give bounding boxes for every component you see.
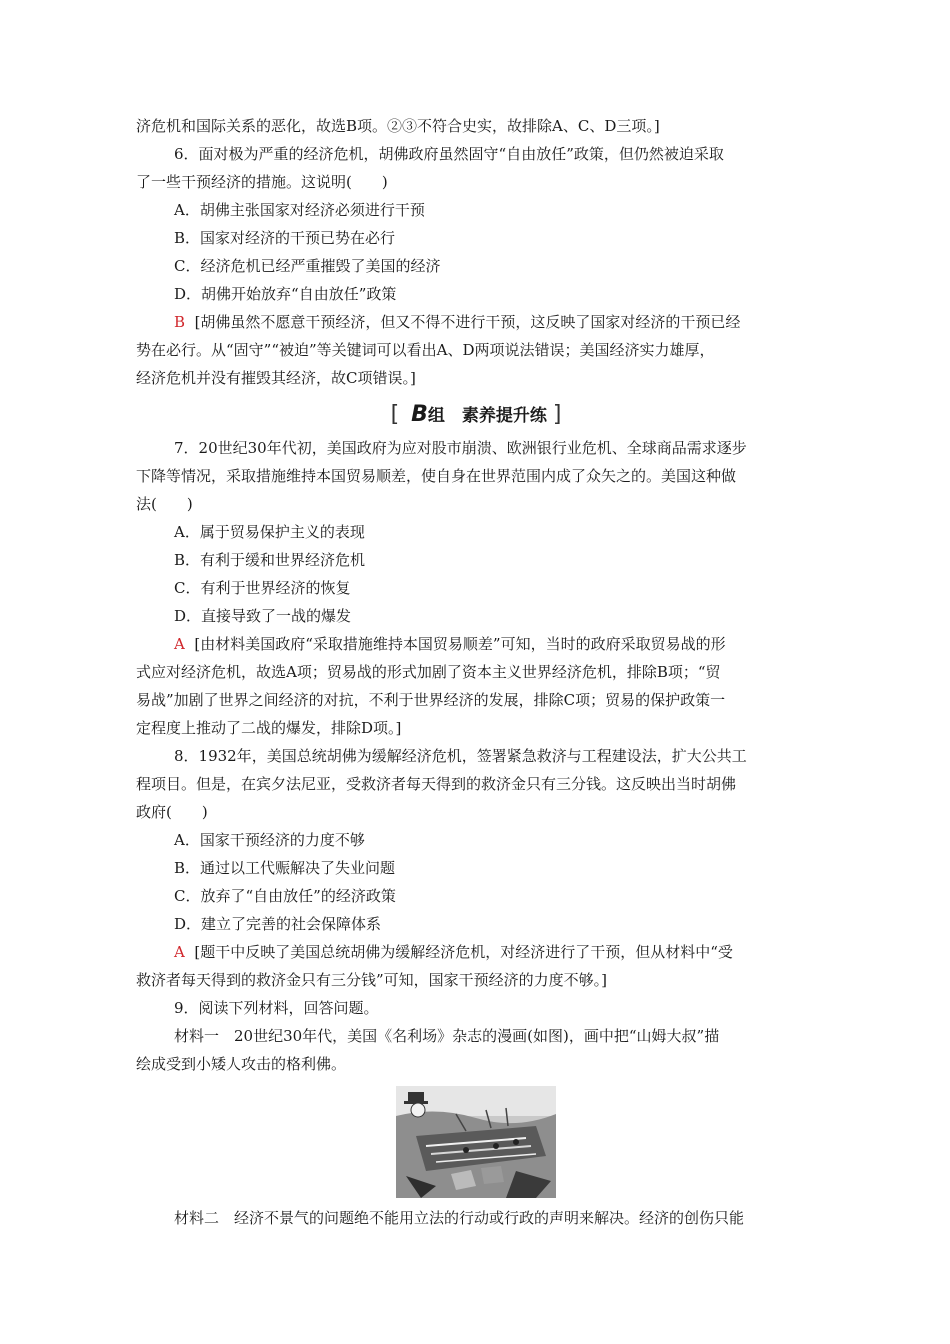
question-8-stem: 程项目。但是，在宾夕法尼亚，受救济者每天得到的救济金只有三分钱。这反映出当时胡佛 [136,775,737,793]
material-two: 材料二 经济不景气的问题绝不能用立法的行动或行政的声明来解决。经济的创伤只能 [174,1209,745,1227]
answer-explanation: 经济危机并没有摧毁其经济，故C项错误。] [136,369,416,387]
answer-explanation: 式应对经济危机，故选A项；贸易战的形式加剧了资本主义世界经济危机，排除B项；“贸 [136,663,721,681]
answer-explanation: 定程度上推动了二战的爆发，排除D项。] [136,719,402,737]
question-7-answer [136,630,816,658]
answer-explanation: [胡佛虽然不愿意干预经济，但又不得不进行干预，这反映了国家对经济的干预已经 [194,313,741,331]
question-7-stem: 下降等情况，采取措施维持本国贸易顺差，使自身在世界范围内成了众矢之的。美国这种做 [136,467,737,485]
question-6-option-b: B．国家对经济的干预已势在必行 [174,229,396,247]
section-bracket-right: ] [552,402,562,427]
question-6-stem: 6．面对极为严重的经济危机，胡佛政府虽然固守“自由放任”政策，但仍然被迫采取 [174,145,724,163]
question-8-answer [136,938,816,966]
text-line: 济危机和国际关系的恶化，故选B项。②③不符合史实，故排除A、C、D三项。] [136,117,660,135]
question-7-option-d: D．直接导致了一战的爆发 [174,607,352,625]
question-6-answer [136,308,816,336]
question-6-stem: 了一些干预经济的措施。这说明( ) [136,173,388,191]
question-8-option-b: B．通过以工代赈解决了失业问题 [174,859,396,877]
material-one: 绘成受到小矮人攻击的格利佛。 [136,1055,347,1073]
answer-letter: A [174,635,185,653]
question-6-option-c: C．经济危机已经严重摧毁了美国的经济 [174,257,441,275]
question-6-option-a: A．胡佛主张国家对经济必须进行干预 [174,201,425,219]
answer-explanation: 救济者每天得到的救济金只有三分钱”可知，国家干预经济的力度不够。] [136,971,608,989]
question-8-option-a: A．国家干预经济的力度不够 [174,831,365,849]
question-8-stem: 政府( ) [136,803,208,821]
material-one: 材料一 20世纪30年代，美国《名利场》杂志的漫画(如图)，画中把“山姆大叔”描 [174,1027,720,1045]
question-8-stem: 8．1932年，美国总统胡佛为缓解经济危机，签署紧急救济与工程建设法，扩大公共工 [174,747,747,765]
question-7-stem: 法( ) [136,495,193,513]
question-8-option-c: C．放弃了“自由放任”的经济政策 [174,887,396,905]
cartoon-image [396,1086,556,1198]
section-header [136,398,816,432]
section-title: 组 素养提升练 [427,406,547,426]
answer-explanation: [由材料美国政府“采取措施维持本国贸易顺差”可知，当时的政府采取贸易战的形 [194,635,726,653]
question-8-option-d: D．建立了完善的社会保障体系 [174,915,382,933]
question-7-option-c: C．有利于世界经济的恢复 [174,579,351,597]
section-group-mark: B [411,402,428,427]
question-7-option-b: B．有利于缓和世界经济危机 [174,551,366,569]
answer-explanation: 易战”加剧了世界之间经济的对抗，不利于世界经济的发展，排除C项；贸易的保护政策一 [136,691,726,709]
answer-explanation: [题干中反映了美国总统胡佛为缓解经济危机，对经济进行了干预，但从材料中“受 [194,943,733,961]
answer-letter: A [174,943,185,961]
document-page [136,112,816,1232]
answer-letter: B [174,313,186,331]
question-7-stem: 7．20世纪30年代初，美国政府为应对股市崩溃、欧洲银行业危机、全球商品需求逐步 [174,439,747,457]
question-9-stem: 9．阅读下列材料，回答问题。 [174,999,379,1017]
question-6-option-d: D．胡佛开始放弃“自由放任”政策 [174,285,397,303]
section-bracket-left: [ [390,402,400,427]
question-7-option-a: A．属于贸易保护主义的表现 [174,523,365,541]
answer-explanation: 势在必行。从“固守”“被迫”等关键词可以看出A、D两项说法错误；美国经济实力雄厚， [136,341,715,359]
